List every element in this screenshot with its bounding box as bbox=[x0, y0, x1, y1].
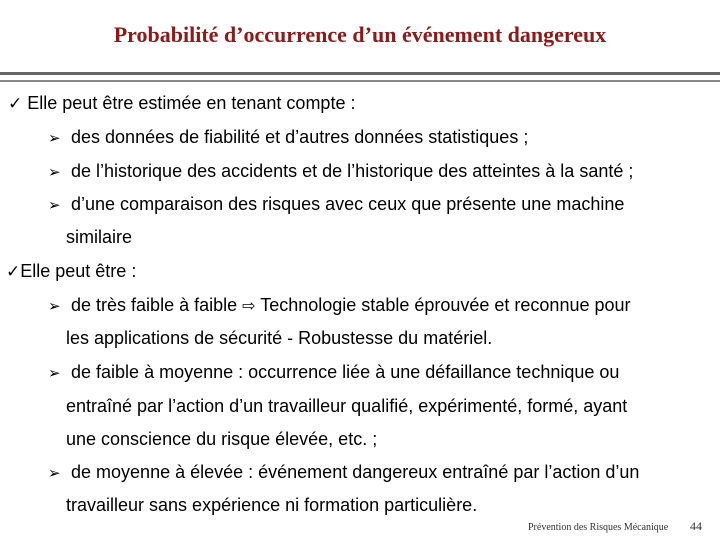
sub-bullet-4-text-pre: de très faible à faible bbox=[71, 295, 238, 315]
bullet-2 bbox=[6, 260, 136, 283]
sub-bullet-5-continuation-1: entraîné par l’action d’un travailleur qualifié, expérimenté, formé, ayant bbox=[66, 396, 628, 416]
footer-text: Prévention des Risques Mécanique bbox=[528, 522, 669, 533]
bullet-2-text: Elle peut être : bbox=[20, 261, 137, 281]
sub-bullet-2 bbox=[48, 160, 633, 183]
arrowhead-icon: ➢ bbox=[48, 196, 61, 214]
sub-bullet-5 bbox=[48, 361, 619, 384]
slide-title: Probabilité d’occurrence d’un événement dangereux bbox=[113, 22, 607, 47]
sub-bullet-2-text: de l’historique des accidents et de l’historique des atteintes à la santé ; bbox=[71, 161, 634, 181]
arrowhead-icon: ➢ bbox=[48, 129, 61, 147]
checkmark-icon: ✓ bbox=[8, 94, 23, 114]
sub-bullet-6-text: de moyenne à élevée : événement dangereux entraîné par l’action d’un bbox=[71, 462, 640, 482]
checkmark-icon: ✓ bbox=[6, 262, 21, 282]
arrowhead-icon: ➢ bbox=[48, 163, 61, 181]
sub-bullet-3 bbox=[48, 193, 706, 216]
page-number: 44 bbox=[690, 519, 702, 533]
title-divider-secondary bbox=[0, 80, 720, 82]
sub-bullet-1 bbox=[48, 126, 528, 149]
sub-bullet-5-continuation-2: une conscience du risque élevée, etc. ; bbox=[66, 429, 378, 449]
bullet-1-text: Elle peut être estimée en tenant compte : bbox=[27, 93, 356, 113]
arrowhead-icon: ➢ bbox=[48, 464, 61, 482]
arrowhead-icon: ➢ bbox=[48, 297, 61, 315]
sub-bullet-6-continuation: travailleur sans expérience ni formation particulière. bbox=[66, 495, 478, 515]
arrowhead-icon: ➢ bbox=[48, 364, 61, 382]
hollow-right-arrow-icon: ⇨ bbox=[242, 296, 256, 315]
sub-bullet-3-text: d’une comparaison des risques avec ceux que présente une machine bbox=[71, 194, 625, 214]
sub-bullet-3-continuation: similaire bbox=[66, 227, 133, 247]
bullet-1 bbox=[8, 92, 355, 115]
sub-bullet-5-text: de faible à moyenne : occurrence liée à une défaillance technique ou bbox=[71, 362, 620, 382]
sub-bullet-4-continuation: les applications de sécurité - Robustesse du matériel. bbox=[66, 328, 493, 348]
sub-bullet-4 bbox=[48, 294, 631, 317]
title-divider bbox=[0, 72, 720, 75]
sub-bullet-6 bbox=[48, 461, 639, 484]
sub-bullet-4-text-post: Technologie stable éprouvée et reconnue pour bbox=[260, 295, 631, 315]
sub-bullet-1-text: des données de fiabilité et d’autres données statistiques ; bbox=[71, 127, 529, 147]
